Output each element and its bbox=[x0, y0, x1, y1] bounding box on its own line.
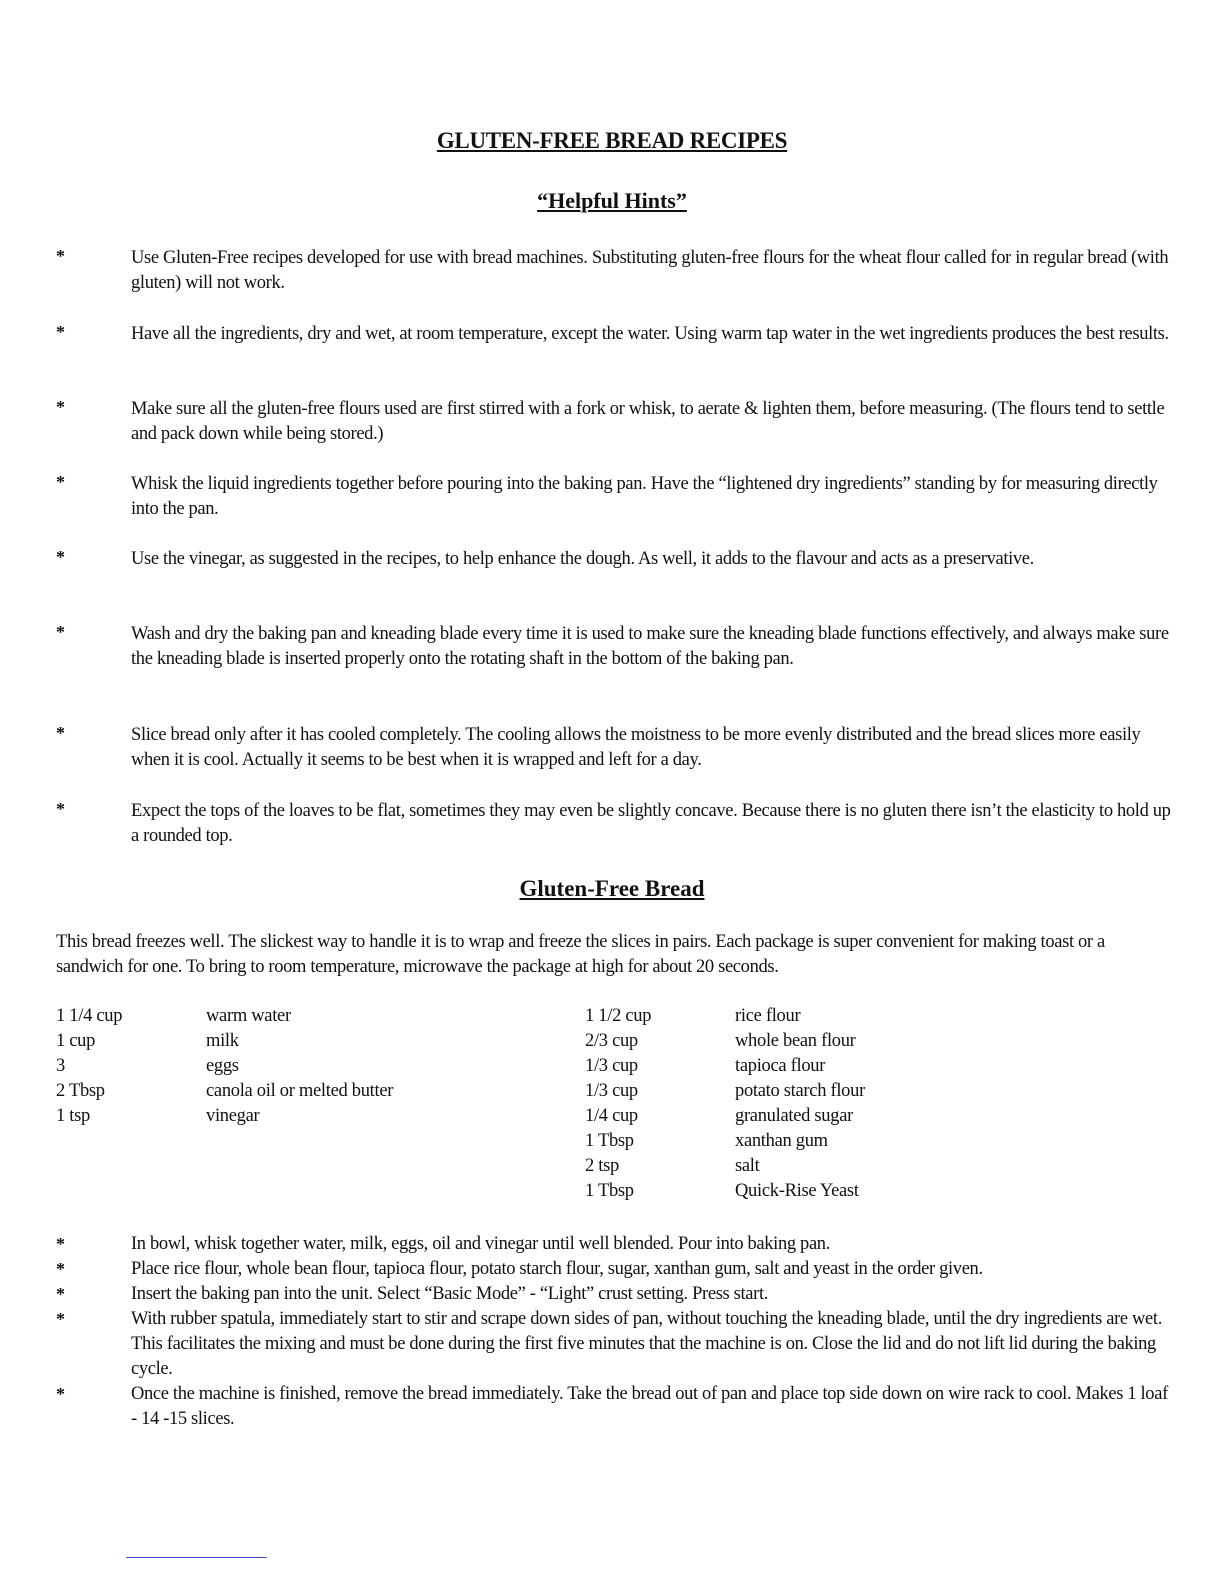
ingredient-name: xanthan gum bbox=[735, 1131, 828, 1151]
bullet-marker: * bbox=[56, 397, 65, 417]
ingredient-row bbox=[585, 1081, 1065, 1106]
step-text: With rubber spatula, immediately start to stir and scrape down sides of pan, without touching the kneading blade, until the dry ingredients are wet. This facilitates the mixing and must be done during the first five minutes that the machine is on. Close the lid and do not lift lid during the baking cycle. bbox=[131, 1309, 1162, 1379]
ingredient-qty: 1/4 cup bbox=[585, 1106, 638, 1126]
ingredient-row bbox=[56, 1081, 536, 1106]
bullet-marker: * bbox=[56, 799, 65, 819]
ingredient-name: rice flour bbox=[735, 1006, 801, 1026]
ingredient-name: granulated sugar bbox=[735, 1106, 853, 1126]
step-item bbox=[0, 1282, 1224, 1307]
hint-text: Wash and dry the baking pan and kneading blade every time it is used to make sure the kneading blade functions effectively, and always make sure the kneading blade is inserted properly onto the rotating shaft in the bottom of the baking pan. bbox=[131, 624, 1169, 669]
recipe-title: Gluten-Free Bread bbox=[519, 876, 705, 901]
hint-text: Expect the tops of the loaves to be flat, sometimes they may even be slightly concave. Because there is no gluten there isn’t the elasticity to hold up a rounded top. bbox=[131, 801, 1171, 846]
ingredient-qty: 1 1/2 cup bbox=[585, 1006, 652, 1026]
hint-text: Use the vinegar, as suggested in the recipes, to help enhance the dough. As well, it adds to the flavour and acts as a preservative. bbox=[131, 549, 1034, 569]
bullet-marker: * bbox=[56, 1309, 65, 1329]
hint-text: Slice bread only after it has cooled completely. The cooling allows the moistness to be more evenly distributed and the bread slices more easily when it is cool. Actually it seems to be best when it is wrapped and left for a day. bbox=[131, 725, 1141, 770]
ingredient-qty: 1 1/4 cup bbox=[56, 1006, 123, 1026]
step-item bbox=[0, 1257, 1224, 1282]
hint-text: Whisk the liquid ingredients together before pouring into the baking pan. Have the “lightened dry ingredients” standing by for measuring directly into the pan. bbox=[131, 474, 1158, 519]
ingredient-name: canola oil or melted butter bbox=[206, 1081, 394, 1101]
recipe-steps bbox=[0, 1232, 1224, 1432]
ingredient-qty: 1/3 cup bbox=[585, 1081, 638, 1101]
ingredient-qty: 2 tsp bbox=[585, 1156, 619, 1176]
bullet-marker: * bbox=[56, 1234, 65, 1254]
ingredient-name: vinegar bbox=[206, 1106, 260, 1126]
hint-text: Have all the ingredients, dry and wet, at room temperature, except the water. Using warm tap water in the wet ingredients produces the best results. bbox=[131, 324, 1169, 344]
ingredient-row bbox=[585, 1181, 1065, 1206]
ingredient-row bbox=[585, 1106, 1065, 1131]
ingredient-name: tapioca flour bbox=[735, 1056, 826, 1076]
page-title: GLUTEN-FREE BREAD RECIPES bbox=[436, 128, 788, 153]
ingredient-qty: 2/3 cup bbox=[585, 1031, 638, 1051]
ingredient-name: salt bbox=[735, 1156, 760, 1176]
bullet-marker: * bbox=[56, 547, 65, 567]
ingredient-qty: 1 tsp bbox=[56, 1106, 90, 1126]
hint-text: Use Gluten-Free recipes developed for use with bread machines. Substituting gluten-free flours for the wheat flour called for in regular bread (with gluten) will not work. bbox=[131, 248, 1169, 293]
ingredient-qty: 1 Tbsp bbox=[585, 1131, 634, 1151]
ingredient-qty: 1/3 cup bbox=[585, 1056, 638, 1076]
ingredient-row bbox=[56, 1106, 536, 1131]
ingredient-qty: 1 cup bbox=[56, 1031, 96, 1051]
bullet-marker: * bbox=[56, 1284, 65, 1304]
wet-ingredients-list bbox=[56, 1006, 536, 1131]
bullet-marker: * bbox=[56, 472, 65, 492]
step-item bbox=[0, 1232, 1224, 1257]
ingredient-qty: 3 bbox=[56, 1056, 65, 1076]
ingredient-name: milk bbox=[206, 1031, 239, 1051]
bullet-marker: * bbox=[56, 246, 65, 266]
ingredient-row bbox=[585, 1031, 1065, 1056]
ingredient-name: eggs bbox=[206, 1056, 239, 1076]
ingredient-row bbox=[585, 1056, 1065, 1081]
step-text: In bowl, whisk together water, milk, eggs, oil and vinegar until well blended. Pour into baking pan. bbox=[131, 1234, 830, 1254]
bullet-marker: * bbox=[56, 622, 65, 642]
ingredient-row bbox=[56, 1056, 536, 1081]
bullet-marker: * bbox=[56, 723, 65, 743]
hints-heading-text: “Helpful Hints” bbox=[537, 188, 687, 213]
hints-heading bbox=[0, 188, 1224, 214]
hint-text: Make sure all the gluten-free flours used are first stirred with a fork or whisk, to aerate & lighten them, before measuring. (The flours tend to settle and pack down while being stored.) bbox=[131, 399, 1165, 444]
ingredient-row bbox=[56, 1031, 536, 1056]
ingredient-row bbox=[585, 1156, 1065, 1181]
ingredient-row bbox=[585, 1006, 1065, 1031]
step-text: Once the machine is finished, remove the bread immediately. Take the bread out of pan and place top side down on wire rack to cool. Makes 1 loaf - 14 -15 slices. bbox=[131, 1384, 1168, 1429]
bullet-marker: * bbox=[56, 1259, 65, 1279]
ingredient-name: warm water bbox=[206, 1006, 291, 1026]
ingredient-name: whole bean flour bbox=[735, 1031, 856, 1051]
ingredient-name: potato starch flour bbox=[735, 1081, 865, 1101]
recipe-intro: This bread freezes well. The slickest way to handle it is to wrap and freeze the slices in pairs. Each package is super convenient for making toast or a sandwich for one. To bring to room temperature, microwave the package at high for about 20 seconds. bbox=[56, 932, 1105, 977]
footnote-divider bbox=[126, 1557, 267, 1558]
step-text: Insert the baking pan into the unit. Select “Basic Mode” - “Light” crust setting. Press start. bbox=[131, 1284, 769, 1304]
ingredient-name: Quick-Rise Yeast bbox=[735, 1181, 859, 1201]
step-item bbox=[0, 1307, 1224, 1382]
ingredient-row bbox=[585, 1131, 1065, 1156]
bullet-marker: * bbox=[56, 1384, 65, 1404]
step-text: Place rice flour, whole bean flour, tapioca flour, potato starch flour, sugar, xanthan gum, salt and yeast in the order given. bbox=[131, 1259, 983, 1279]
dry-ingredients-list bbox=[585, 1006, 1065, 1206]
ingredient-qty: 2 Tbsp bbox=[56, 1081, 105, 1101]
bullet-marker: * bbox=[56, 322, 65, 342]
step-item bbox=[0, 1382, 1224, 1432]
ingredient-qty: 1 Tbsp bbox=[585, 1181, 634, 1201]
ingredient-row bbox=[56, 1006, 536, 1031]
